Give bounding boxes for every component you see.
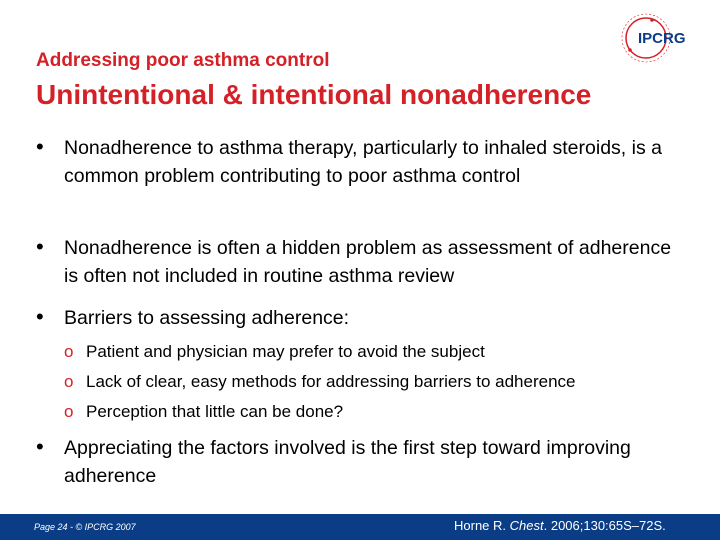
slide-title: Unintentional & intentional nonadherence [36,79,592,110]
sub-bullet-text: Perception that little can be done? [86,402,344,421]
ipcrg-logo [616,8,712,68]
sub-bullet-marker: o [64,402,74,421]
reference-details: . 2006;130:65S–72S. [543,518,666,533]
sub-bullet-marker: o [64,372,74,391]
bullet-marker: • [36,434,44,459]
footer-reference [454,518,666,533]
reference-journal: Chest [509,518,544,533]
bullet-text: Nonadherence is often a hidden problem as assessment of adherence is often not included in routine asthma review [64,237,672,287]
bullet-marker: • [36,134,44,159]
bullet-marker: • [36,234,44,259]
footer-page-number: Page 24 - © IPCRG 2007 [34,522,136,532]
logo-text: IPCRG [638,30,686,47]
bullet-text: Appreciating the factors involved is the first step toward improving adherence [64,437,631,487]
bullet-text: Nonadherence to asthma therapy, particularly to inhaled steroids, is a common problem contributing to poor asthma control [64,137,662,187]
bullet-text: Barriers to assessing adherence: [64,307,350,329]
reference-author: Horne R. [454,518,510,533]
sub-bullet-text: Patient and physician may prefer to avoid the subject [86,342,485,361]
sub-bullet-text: Lack of clear, easy methods for addressing barriers to adherence [86,372,576,391]
bullet-marker: • [36,304,44,329]
sub-bullet-marker: o [64,342,74,361]
slide-subtitle: Addressing poor asthma control [36,50,330,71]
footer-bar [0,514,720,540]
